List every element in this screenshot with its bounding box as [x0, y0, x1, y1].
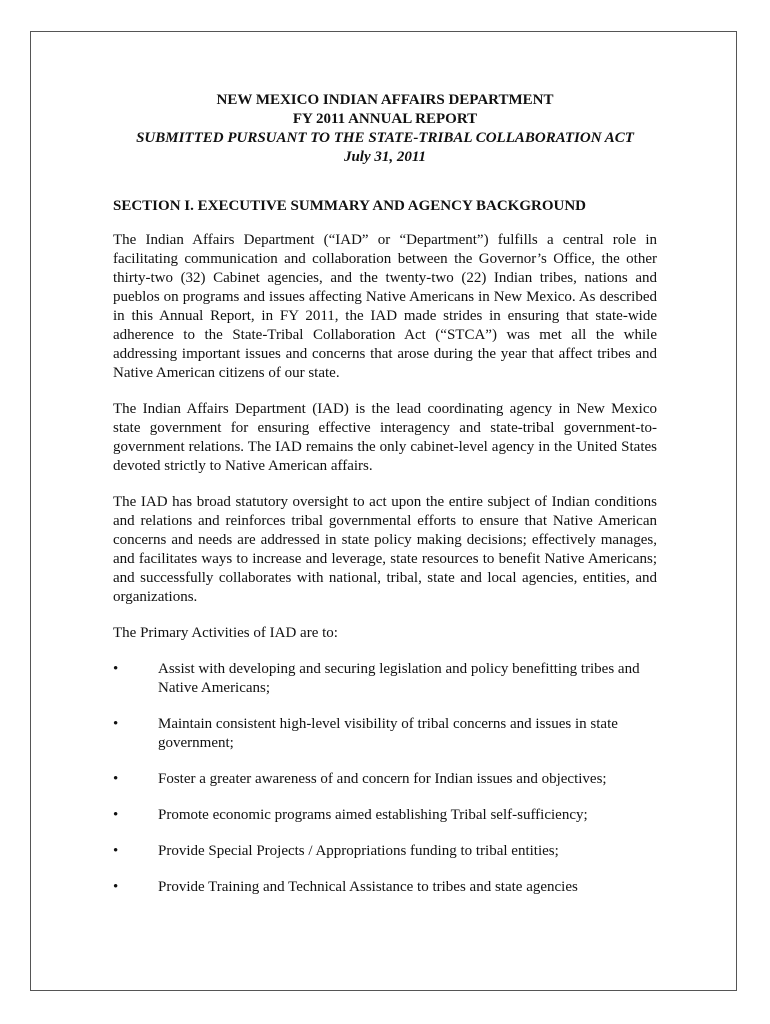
list-item: [113, 770, 657, 789]
list-item-text: Promote economic programs aimed establishing Tribal self-sufficiency;: [158, 807, 588, 823]
paragraph-intro: The Indian Affairs Department (“IAD” or “Department”) fulfills a central role in facilitating communication and collaboration between the Governor’s Office, the other thirty-two (32) Cabinet agencies, and the twenty-two (22) Indian tribes, nations and pueblos on programs and issues affecting Native Americans in New Mexico. As described in this Annual Report, in FY 2011, the IAD made strides in ensuring that state-wide adherence to the State-Tribal Collaboration Act (“STCA”) was met all the while addressing important issues and concerns that arose during the year that affect tribes and Native American citizens of our state.: [113, 232, 657, 381]
document-title-block: [113, 91, 657, 167]
list-item: [113, 715, 657, 753]
list-item: [113, 660, 657, 698]
bullet-icon: •: [113, 716, 119, 732]
list-item: [113, 842, 657, 861]
title-date: July 31, 2011: [343, 149, 427, 165]
title-subtitle: SUBMITTED PURSUANT TO THE STATE-TRIBAL COLLABORATION ACT: [136, 130, 634, 146]
bullet-icon: •: [113, 879, 119, 895]
activities-list: [113, 660, 657, 897]
title-department: NEW MEXICO INDIAN AFFAIRS DEPARTMENT: [216, 92, 554, 108]
list-item-text: Provide Special Projects / Appropriations funding to tribal entities;: [158, 843, 559, 859]
list-item-text: Provide Training and Technical Assistance to tribes and state agencies: [158, 879, 578, 895]
bullet-icon: •: [113, 843, 119, 859]
list-item: [113, 878, 657, 897]
bullet-icon: •: [113, 661, 119, 677]
bullet-icon: •: [113, 807, 119, 823]
list-item-text: Foster a greater awareness of and concern for Indian issues and objectives;: [158, 771, 607, 787]
document-body: [113, 91, 657, 914]
section-heading: SECTION I. EXECUTIVE SUMMARY AND AGENCY BACKGROUND: [113, 198, 586, 214]
list-item-text: Maintain consistent high-level visibility of tribal concerns and issues in state government;: [158, 716, 618, 751]
list-item-text: Assist with developing and securing legislation and policy benefitting tribes and Native Americans;: [158, 661, 640, 696]
bullet-icon: •: [113, 771, 119, 787]
title-report: FY 2011 ANNUAL REPORT: [292, 111, 478, 127]
paragraph-activities-intro: The Primary Activities of IAD are to:: [113, 625, 338, 641]
paragraph-oversight: The IAD has broad statutory oversight to act upon the entire subject of Indian conditions and relations and reinforces tribal governmental efforts to ensure that Native American concerns and needs are addressed in state policy making decisions; effectively manages, and facilitates ways to increase and leverage, state resources to benefit Native Americans; and successfully collaborates with national, tribal, state and local agencies, entities, and organizations.: [113, 494, 657, 605]
paragraph-lead-agency: The Indian Affairs Department (IAD) is the lead coordinating agency in New Mexico state government for ensuring effective interagency and state-tribal government-to-government relations. The IAD remains the only cabinet-level agency in the United States devoted strictly to Native American affairs.: [113, 401, 657, 474]
list-item: [113, 806, 657, 825]
